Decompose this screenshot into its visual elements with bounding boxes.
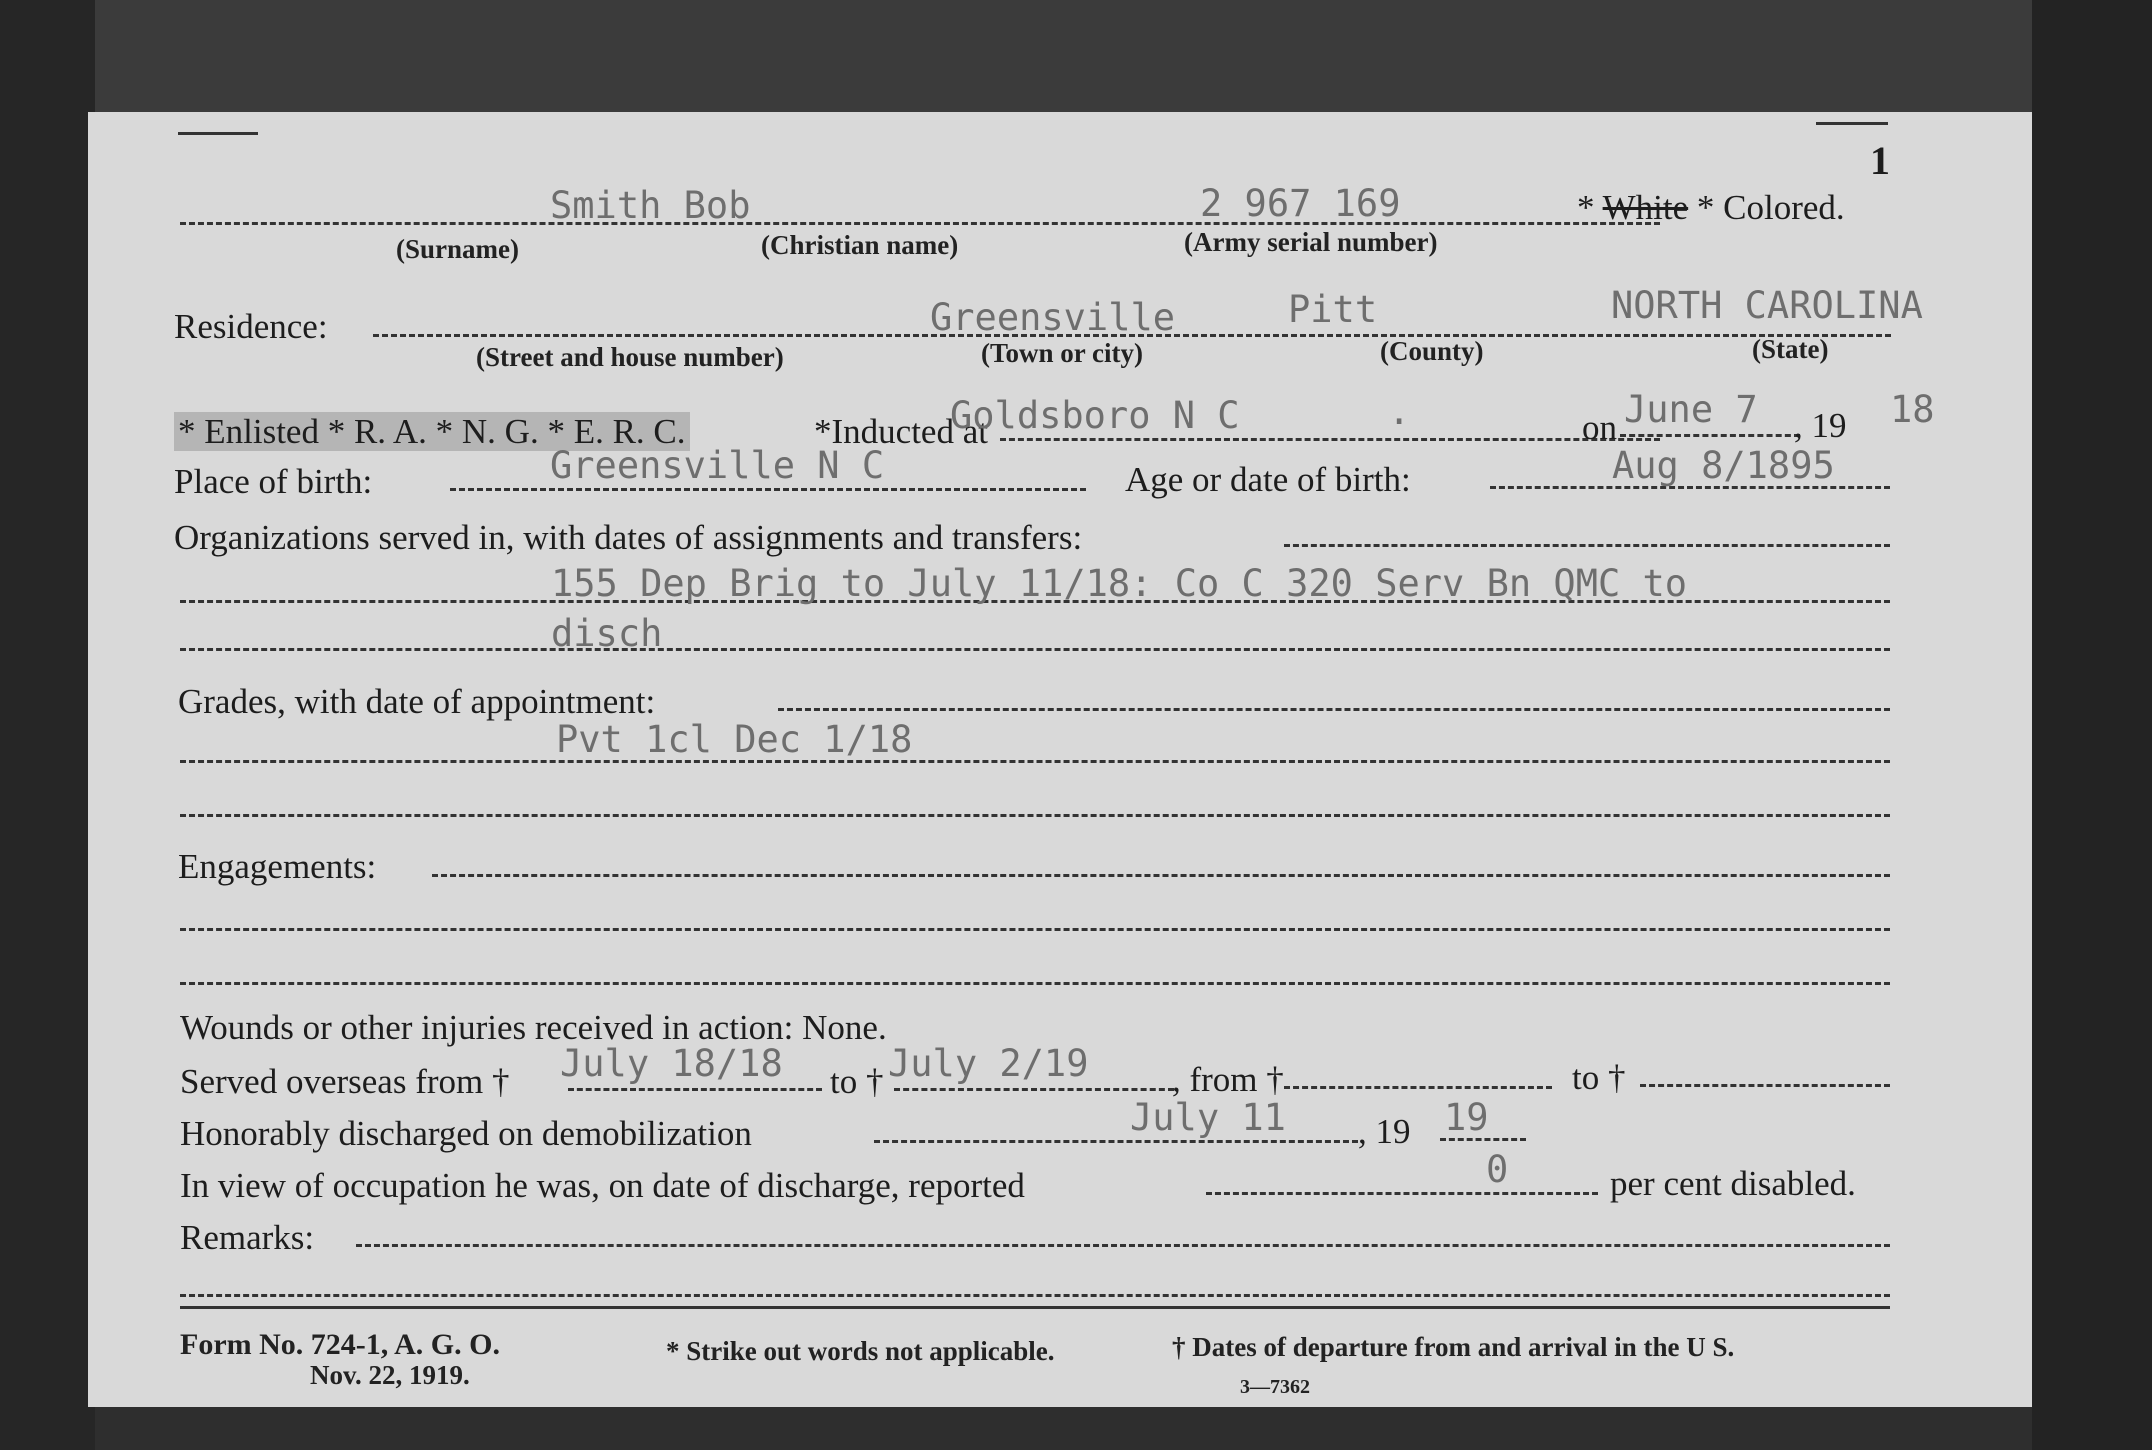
birth-place-label: Place of birth: (174, 462, 373, 501)
caption-surname: (Surname) (396, 234, 519, 264)
race-colored: * Colored. (1696, 188, 1845, 227)
card-number: 1 (1870, 138, 1890, 183)
corner-rule-right (1816, 122, 1888, 125)
form-date: Nov. 22, 1919. (310, 1360, 470, 1390)
caption-county: (County) (1380, 336, 1484, 366)
enlisted-year-value: 18 (1890, 388, 1935, 431)
overseas-from-line (568, 1088, 822, 1091)
remarks-line-2 (180, 1294, 1890, 1297)
birth-place-value: Greensville N C (550, 444, 885, 487)
overseas-to-value: July 2/19 (888, 1042, 1089, 1085)
organizations-label: Organizations served in, with dates of assignments and transfers: (174, 518, 1083, 557)
organizations-line-0 (1284, 544, 1890, 547)
overseas-to-line-2 (1640, 1084, 1890, 1087)
engagements-line-1 (180, 928, 1890, 931)
overseas-to-label-2: to † (1572, 1058, 1626, 1097)
organizations-entry-2: disch (551, 612, 663, 655)
overseas-from-line-2 (1284, 1086, 1552, 1089)
engagements-line-2 (180, 982, 1890, 985)
enlistment-options-text: * Enlisted * R. A. * N. G. * E. R. C. (174, 412, 690, 451)
residence-county-value: Pitt (1288, 288, 1378, 331)
caption-state: (State) (1752, 334, 1829, 364)
asterisk-mark: * (1577, 188, 1595, 227)
scan-background-right (2032, 0, 2152, 1450)
name-line (180, 222, 1660, 225)
footer-rule (180, 1306, 1890, 1309)
discharge-year-prefix: , 19 (1358, 1112, 1411, 1151)
overseas-label: Served overseas from † (180, 1062, 510, 1101)
residence-state-value: NORTH CAROLINA (1611, 284, 1923, 327)
enlisted-date-line (1620, 434, 1800, 437)
grades-entry-1: Pvt 1cl Dec 1/18 (556, 718, 913, 761)
remarks-line-1 (356, 1244, 1890, 1247)
race-white-struck: White (1602, 188, 1689, 227)
disability-line (1206, 1192, 1598, 1195)
remarks-label: Remarks: (180, 1218, 315, 1257)
overseas-from-value: July 18/18 (560, 1042, 783, 1085)
age-value: Aug 8/1895 (1612, 444, 1835, 487)
organizations-entry-1: 155 Dep Brig to July 11/18: Co C 320 Serv Bn QMC to (551, 562, 1688, 605)
grades-line-1 (180, 760, 1890, 763)
age-label: Age or date of birth: (1125, 460, 1411, 499)
print-code: 3—7362 (1240, 1376, 1310, 1398)
inducted-place-mark: . (1388, 390, 1411, 433)
enlisted-date-value: June 7 (1624, 388, 1758, 431)
caption-serial-number: (Army serial number) (1184, 227, 1438, 257)
caption-christian-name: (Christian name) (761, 230, 959, 260)
discharge-year-value: 19 (1444, 1096, 1489, 1139)
organizations-line-2 (180, 648, 1890, 651)
engagements-line-0 (432, 874, 1890, 877)
residence-town-value: Greensville (930, 296, 1176, 339)
footnote-strike: * Strike out words not applicable. (666, 1336, 1055, 1366)
footnote-dates: † Dates of departure from and arrival in the U S. (1172, 1332, 1735, 1362)
grades-line-0 (778, 708, 1890, 711)
discharge-label: Honorably discharged on demobilization (180, 1114, 752, 1153)
engagements-label: Engagements: (178, 847, 377, 886)
corner-rule-left (178, 132, 258, 135)
wounds-value: None. (802, 1008, 887, 1047)
enlisted-year-prefix: , 19 (1794, 406, 1847, 445)
surname-value: Smith Bob (550, 184, 751, 227)
overseas-to-label: to † (830, 1062, 884, 1101)
wounds-label: Wounds or other injuries received in action: (180, 1008, 794, 1047)
grades-label: Grades, with date of appointment: (178, 682, 656, 721)
scan-background-top (95, 0, 2152, 112)
discharge-date-line (874, 1140, 1358, 1143)
on-label: on (1582, 408, 1617, 447)
disability-label: In view of occupation he was, on date of discharge, reported (180, 1166, 1025, 1205)
form-number: Form No. 724-1, A. G. O. (180, 1328, 500, 1361)
birth-place-line (450, 488, 1086, 491)
inducted-label: *Inducted at (814, 412, 988, 451)
caption-town: (Town or city) (981, 338, 1143, 368)
grades-line-2 (180, 814, 1890, 817)
inducted-place-value: Goldsboro N C (950, 394, 1240, 437)
disability-suffix: per cent disabled. (1610, 1164, 1856, 1203)
caption-street: (Street and house number) (476, 342, 784, 372)
scan-background-left (0, 0, 95, 1450)
discharge-date-value: July 11 (1130, 1096, 1286, 1139)
disability-value: 0 (1486, 1148, 1509, 1191)
service-record-card (88, 112, 2032, 1407)
overseas-from-label-2: , from † (1172, 1060, 1284, 1099)
overseas-to-line (894, 1088, 1174, 1091)
serial-value: 2 967 169 (1200, 182, 1401, 225)
race-marker-white (1577, 188, 1845, 228)
inducted-line (1000, 438, 1660, 441)
residence-label: Residence: (174, 307, 328, 346)
